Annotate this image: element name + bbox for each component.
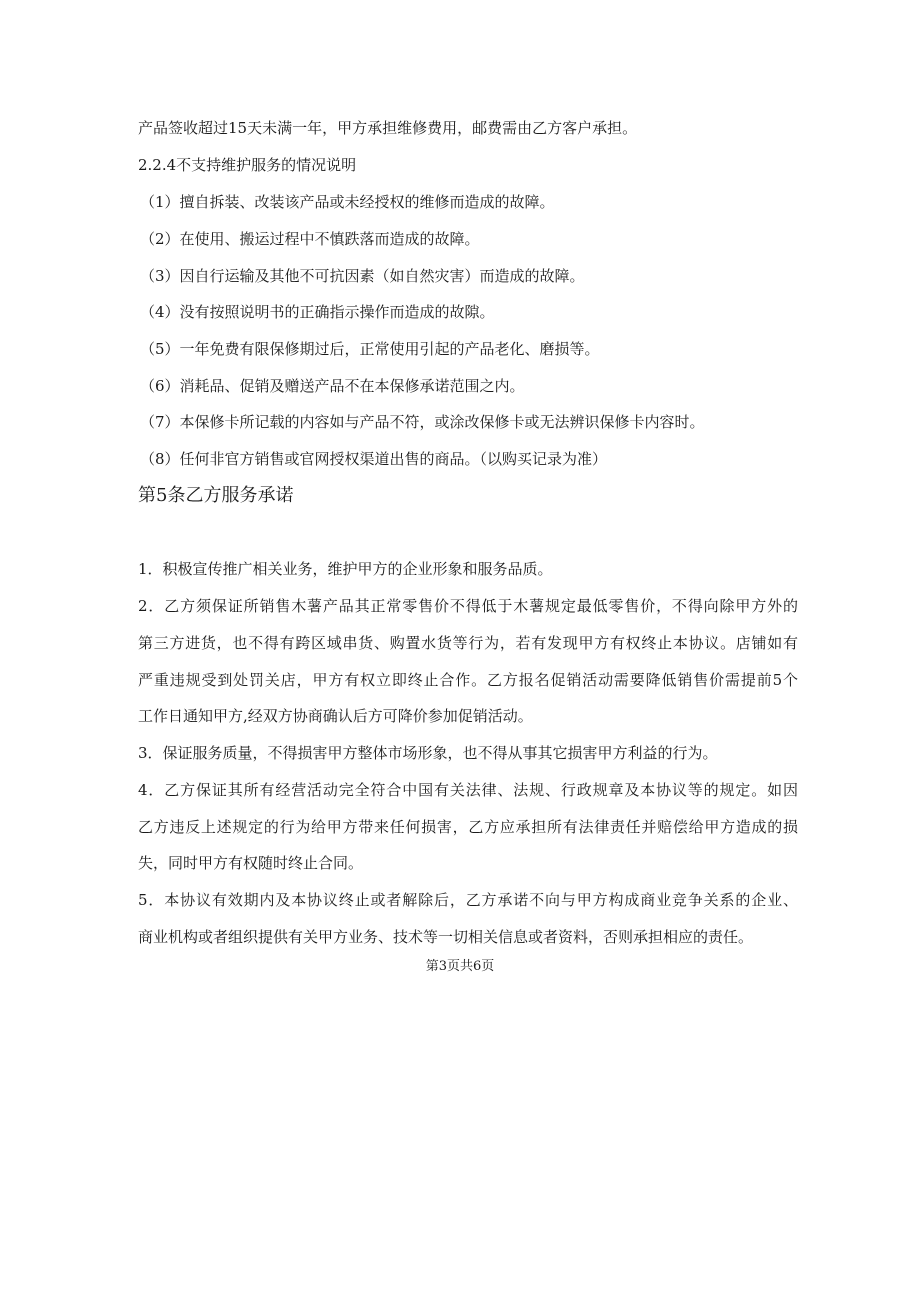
- list-item: （3）因自行运输及其他不可抗因素（如自然灾害）而造成的故障。: [140, 267, 585, 285]
- paragraph-line: 商业机构或者组织提供有关甲方业务、技术等一切相关信息或者资料，否则承担相应的责任。: [138, 928, 754, 946]
- paragraph-line: 3．保证服务质量，不得损害甲方整体市场形象，也不得从事其它损害甲方利益的行为。: [138, 744, 718, 762]
- paragraph-line: 失，同时甲方有权随时终止合同。: [138, 854, 364, 872]
- section-title: 第5条乙方服务承诺: [138, 485, 294, 506]
- text-line: 产品签收超过15天未满一年，甲方承担维修费用，邮费需由乙方客户承担。: [138, 119, 638, 137]
- list-item: （5）一年免费有限保修期过后，正常使用引起的产品老化、磨损等。: [140, 340, 600, 358]
- subsection-heading: 2.2.4不支持维护服务的情况说明: [138, 156, 357, 174]
- paragraph-line: 第三方进货，也不得有跨区域串货、购置水货等行为，若有发现甲方有权终止本协议。店铺如有: [138, 634, 798, 652]
- list-item: （8）任何非官方销售或官网授权渠道出售的商品。（以购买记录为准）: [140, 450, 608, 468]
- paragraph-line: 乙方违反上述规定的行为给甲方带来任何损害，乙方应承担所有法律责任并赔偿给甲方造成的损: [138, 818, 798, 836]
- list-item: （6）消耗品、促销及赠送产品不在本保修承诺范围之内。: [140, 377, 525, 395]
- page-number: 第3页共6页: [425, 959, 495, 974]
- paragraph-line: 工作日通知甲方,经双方协商确认后方可降价参加促销活动。: [138, 707, 533, 725]
- paragraph-line: 严重违规受到处罚关店，甲方有权立即终止合作。乙方报名促销活动需要降低销售价需提前5个: [138, 671, 798, 689]
- list-item: （1）擅自拆装、改装该产品或未经授权的维修而造成的故障。: [140, 193, 555, 211]
- list-item: （7）本保修卡所记载的内容如与产品不符，或涂改保修卡或无法辨识保修卡内容时。: [140, 413, 705, 431]
- paragraph-line: 5．本协议有效期内及本协议终止或者解除后，乙方承诺不向与甲方构成商业竞争关系的企业、: [138, 891, 798, 909]
- list-item: （4）没有按照说明书的正确指示操作而造成的故隙。: [140, 303, 495, 321]
- paragraph-line: 2．乙方须保证所销售木薯产品其正常零售价不得低于木薯规定最低零售价，不得向除甲方外的: [138, 597, 798, 615]
- list-item: （2）在使用、搬运过程中不慎跌落而造成的故障。: [140, 230, 480, 248]
- paragraph-line: 4．乙方保证其所有经营活动完全符合中国有关法律、法规、行政规章及本协议等的规定。如因: [138, 781, 798, 799]
- paragraph-line: 1．积极宣传推广相关业务，维护甲方的企业形象和服务品质。: [138, 560, 553, 578]
